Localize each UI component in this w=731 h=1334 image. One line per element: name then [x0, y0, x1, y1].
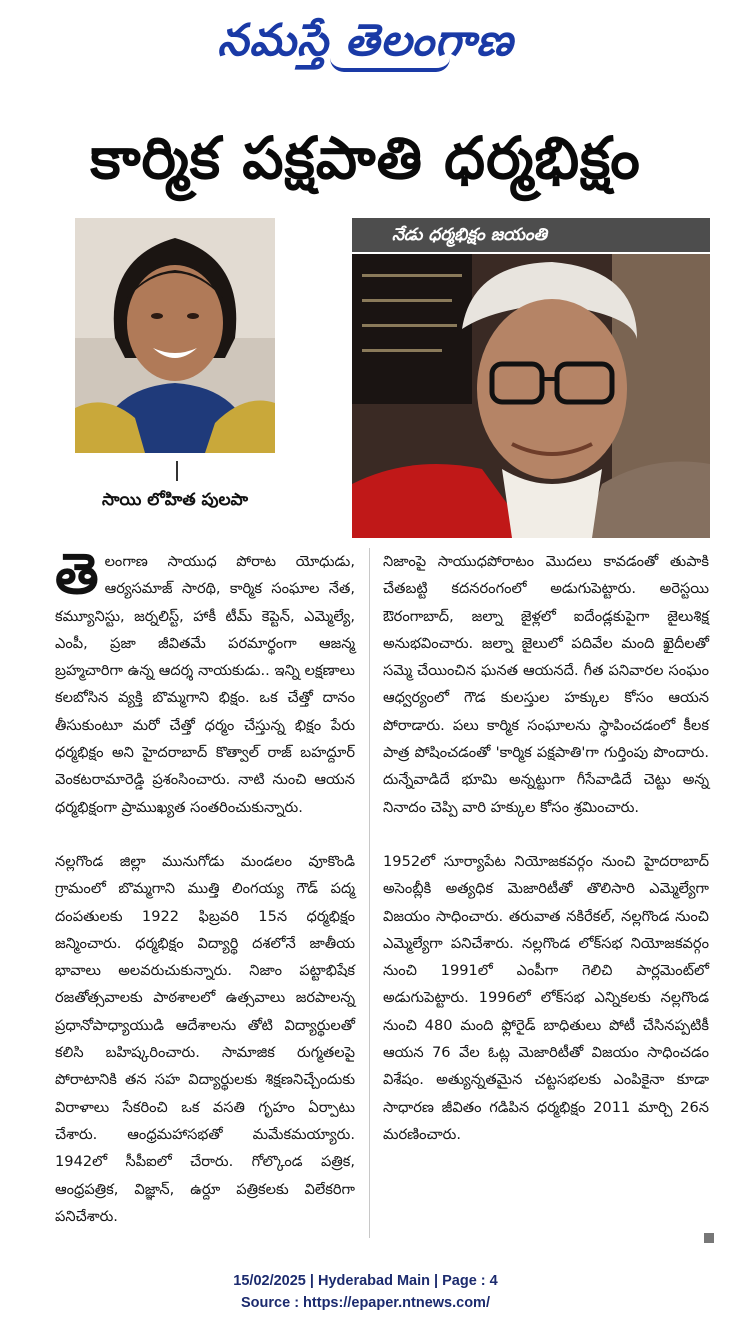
article-kicker: నేడు ధర్మభిక్షం జయంతి [352, 218, 710, 252]
column-divider [369, 548, 370, 1238]
paragraph-1 [55, 542, 355, 821]
footer-source-link[interactable]: Source : https://epaper.ntnews.com/ [241, 1295, 490, 1311]
byline-rule [176, 461, 178, 481]
paragraph-1-text: లంగాణ సాయుధ పోరాట యోధుడు, ఆర్యసమాజ్ సారథి, కార్మిక సంఘాల నేత, కమ్యూనిస్టు, జర్నలిస్ట్, హాకీ టీమ్ కెప్టెన్, ఎమ్మెల్యే, ఎంపీ, ప్రజా జీవితమే పరమార్థంగా ఆజన్మ బ్రహ్మచారిగా ఉన్న ఆదర్శ నాయకుడు.. ఇన్ని లక్షణాలు కలబోసిన వ్యక్తి బొమ్మగాని భిక్షం. ఒక చేత్తో దానం తీసుకుంటూ మరో చేత్తో ధర్మం చేస్తున్న భిక్షం పేరు ధర్మభిక్షం అని హైదరాబాద్ కొత్వాల్ రాజ్ బహద్దూర్ వెంకటరామారెడ్డి ప్రశంసించారు. నాటి నుంచి ఆయన ధర్మభిక్షంగా ప్రాముఖ్యత సంతరించుకున్నారు. [55, 553, 355, 816]
article-headline: కార్మిక పక్షపాతి ధర్మభిక్షం [90, 124, 641, 192]
masthead-logo [0, 6, 731, 76]
end-of-article-mark [704, 1233, 714, 1243]
subject-photo [352, 254, 710, 538]
article-column-left [55, 542, 355, 1257]
paragraph-3: నిజాంపై సాయుధపోరాటం మొదలు కావడంతో తుపాకి చేతబట్టి కదనరంగంలో అడుగుపెట్టారు. అరెస్టయి ఔరంగాబాద్, జల్నా జైళ్లలో ఐదేండ్లకుపైగా జైలుశిక్ష అనుభవించారు. జల్నా జైలులో పదివేల మంది ఖైదీలతో సమ్మె చేయించిన ఘనత ఆయనదే. గీత పనివారల సంఘం ఆధ్వర్యంలో గౌడ కులస్తుల హక్కుల కోసం ఆయన పోరాడారు. పలు కార్మిక సంఘాలను స్థాపించడంలో కీలక పాత్ర పోషించడంతో 'కార్మిక పక్షపాతి'గా గుర్తింపు పొందారు. దున్నేవాడిదే భూమి అన్నట్టుగా గీసేవాడిదే చెట్టు అన్న నినాదం చెప్పి వారి హక్కుల కోసం శ్రమించారు. [383, 553, 709, 816]
footer-date-edition: 15/02/2025 | Hyderabad Main | Page : 4 [233, 1273, 498, 1289]
drop-cap: తె [55, 542, 99, 607]
article-byline: సాయి లోహిత పులపా [101, 490, 249, 510]
paragraph-2: నల్లగొండ జిల్లా మునుగోడు మండలం వూకొండి గ్రామంలో బొమ్మగాని ముత్తి లింగయ్య గౌడ్ పద్మ దంపతులకు 1922 ఫిబ్రవరి 15న ధర్మభిక్షం జన్మించారు. ధర్మభిక్షం విద్యార్థి దశలోనే జాతీయ భావాలు అలవరుచుకున్నారు. నిజాం పట్టాభిషేక రజతోత్సవాలకు పాఠశాలలో ఉత్సవాలు జరపాలన్న ప్రధానోపాధ్యాయుడి ఆదేశాలను తోటి విద్యార్థులతో కలిసి బహిష్కరించారు. సామాజిక రుగ్మతలపై పోరాటానికి తన సహ విద్యార్థులకు శిక్షణనిచ్చేందుకు విరాళాలు సేకరించి ఒక వసతి గృహం ఏర్పాటు చేశారు. ఆంధ్రమహాసభతో మమేకమయ్యారు. 1942లో సీపీఐలో చేరారు. గోల్కొండ పత్రిక, ఆంధ్రపత్రిక, విజ్ఞాన్, ఉర్దూ పత్రికలకు విలేకరిగా పనిచేశారు. [55, 852, 355, 1225]
author-photo [75, 218, 275, 453]
masthead-title: నమస్తే తెలంగాణ [217, 15, 514, 66]
paragraph-4: 1952లో సూర్యాపేట నియోజకవర్గం నుంచి హైదరాబాద్ అసెంబ్లీకి అత్యధిక మెజారిటీతో తొలిసారి ఎమ్మెల్యేగా విజయం సాధించారు. తరువాత నకిరేకల్, నల్లగొండ నుంచి ఎమ్మెల్యేగా పనిచేశారు. నల్లగొండ లోక్‌సభ నియోజకవర్గం నుంచి 1991లో ఎంపీగా గెలిచి పార్లమెంట్‌లో అడుగుపెట్టారు. 1996లో లోక్‌సభ ఎన్నికలకు నల్లగొండ నుంచి 480 మంది ఫ్లోరైడ్ బాధితులు పోటీ చేసినప్పటికీ ఆయన 76 వేల ఓట్ల మెజారిటీతో విజయం సాధించడం విశేషం. అత్యున్నతమైన చట్టసభలకు ఎంపికైనా కూడా సాధారణ జీవితం గడిపిన ధర్మభిక్షం 2011 మార్చి 26న మరణించారు. [383, 852, 709, 1143]
page-footer [0, 1270, 731, 1314]
article-column-right [383, 548, 709, 1175]
masthead-swash [330, 58, 450, 72]
